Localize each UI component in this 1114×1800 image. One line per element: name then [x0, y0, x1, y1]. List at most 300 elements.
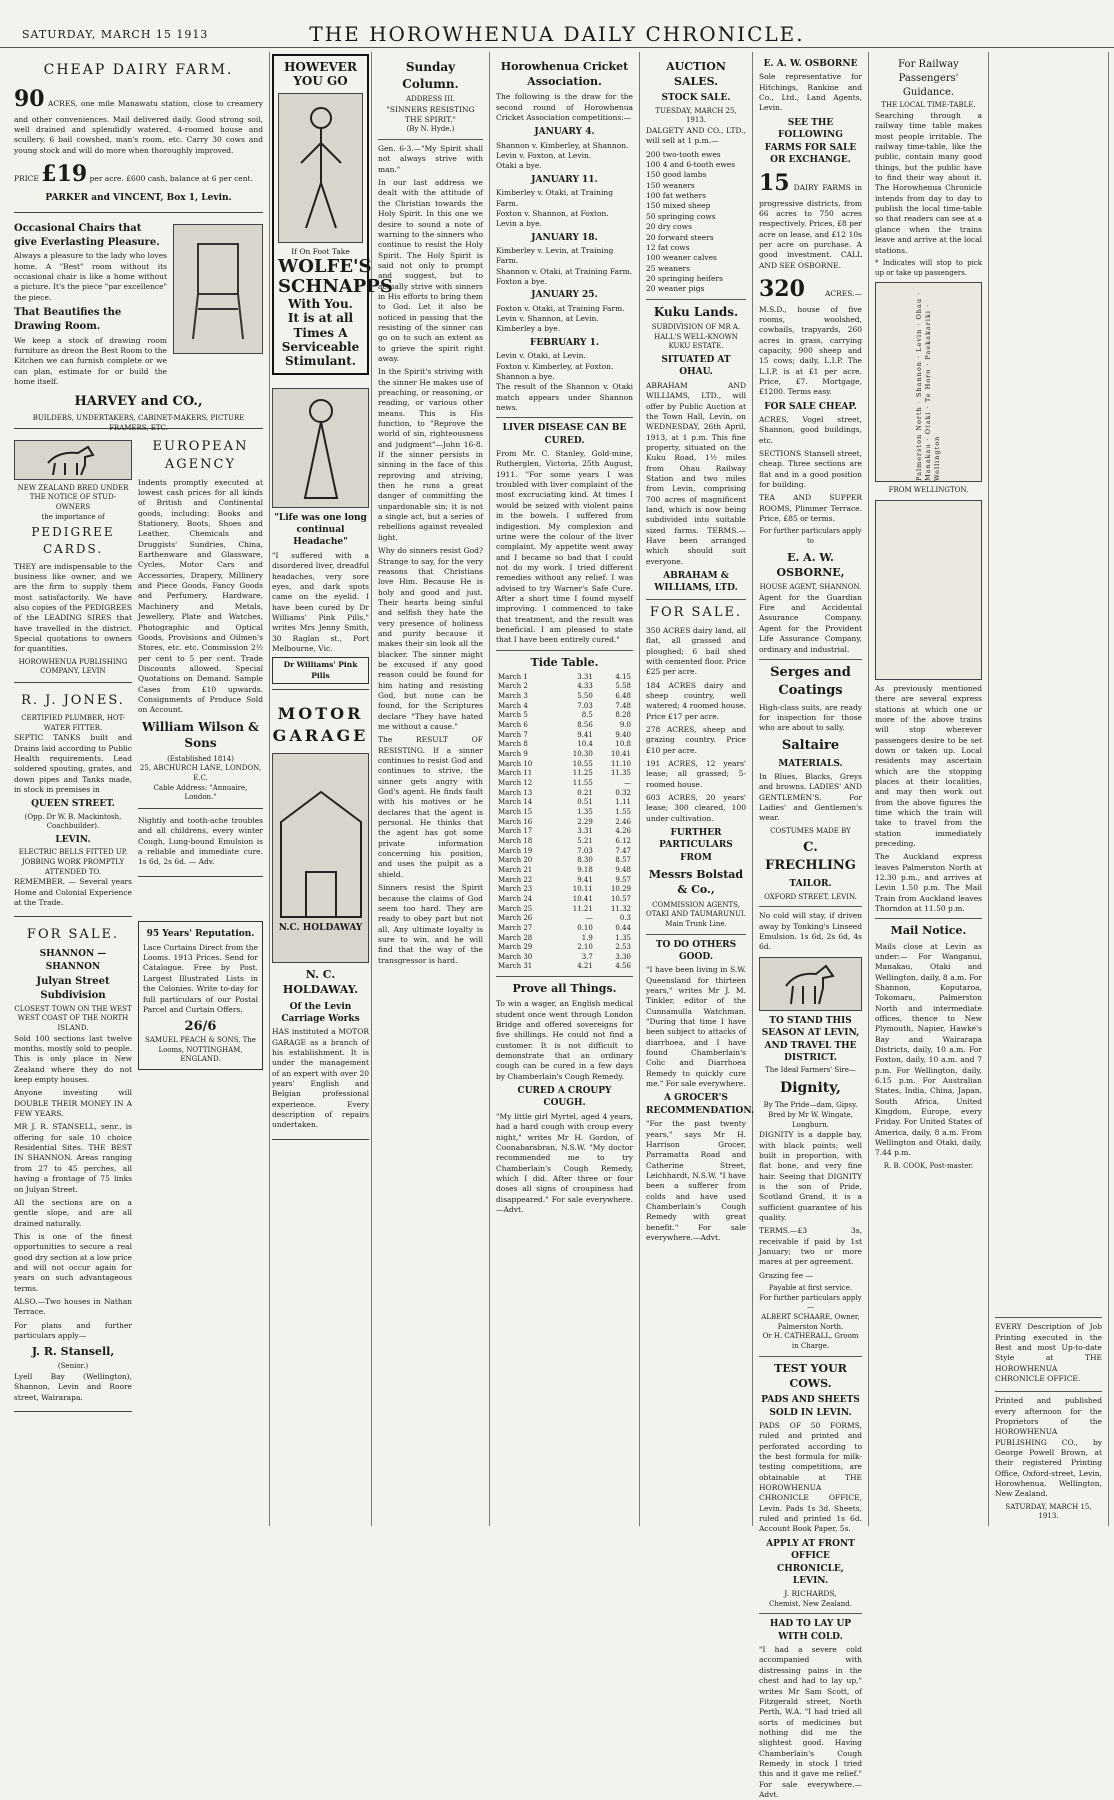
todo-body: "I have been living in S.W. Queensland for thirteen years," writes Mr J. M. Tinkler, editor of the Cunnamulla Watchman. "During that time I have been subject to attacks of diarrhoea, and I have found Chamberlain's Colic and Diarrhoea Remedy to quickly cure me." For sale everywhere. [646, 965, 746, 1089]
auction-lot: 150 weaners [646, 180, 695, 190]
tide-cell: 9.40 [615, 730, 631, 739]
curtains-tail: SAMUEL PEACH & SONS, The Looms, NOTTINGHAM, ENGLAND. [145, 1036, 256, 1064]
column-8 [989, 52, 1109, 1526]
cold-body: No cold will stay, if driven away by Tonking's Linseed Emulsion. 1s 6d, 2s 6d, 4s 6d. [759, 911, 862, 952]
tide-cell: March 21 [498, 865, 533, 874]
sunday-p2: In our last address we dealt with the attitude of the Christian towards the Holy Spirit. In this one we desire to sound a note of warning to the sinners who continue to resist the Holy Spirit. The Holy Spirit is said not only to prompt and suggest, but to actually strive with sinners in His efforts to bring them to God. Let it also be noticed in passing that the resisting of the sinner can go on to such an extent as to grieve the spirit right away. [378, 178, 483, 363]
chair-illustration [173, 224, 263, 354]
tide-row [496, 769, 633, 779]
farm2-num: 320 [759, 276, 805, 303]
tide-cell: March 23 [498, 885, 533, 894]
auction-lot: 150 mixed sheep [646, 201, 711, 211]
sunday-byline: (By N. Hyde.) [406, 125, 455, 134]
auction-lot: 200 two-tooth ewes [646, 149, 721, 159]
ad-emulsion [138, 813, 263, 877]
round-game: Levin a bye. [496, 219, 542, 229]
railway-stations: Palmerston North · Shannon · Levin · Ohau · Manakau · Otaki · Te Horo · Paekakariki · Wellington [915, 292, 941, 482]
tide-cell: 9.57 [615, 875, 631, 884]
wolfe-tag: It is at all Times A Serviceable Stimulant. [281, 311, 360, 369]
chairs-firm: HARVEY and CO., [74, 394, 203, 410]
tide-cell: 1.9 [581, 933, 593, 942]
horse-illustration [14, 440, 132, 480]
sunday-heading: Sunday Column. [402, 60, 459, 91]
tide-heading: Tide Table. [530, 655, 599, 669]
forsale-p3: MR J. R. STANSELL, senr., is offering for sale 10 choice Residential Sites. THE BEST IN SHANNON. Areas ranging from 27 to 45 perches, all having a frontage of 75 links on Julyan Street. [14, 1122, 132, 1194]
tide-cell: 5.21 [577, 836, 593, 845]
tide-row [496, 692, 633, 702]
serges-heading: Serges and Coatings [770, 664, 851, 698]
garage-heading: MOTOR GARAGE [272, 704, 369, 746]
tide-cell: 5.58 [615, 682, 631, 691]
farm1-num: 15 [759, 170, 790, 197]
tide-cell: 7.03 [577, 846, 593, 855]
croupy-heading: CURED A CROUPY COUGH. [517, 1086, 612, 1109]
railway-timetable [875, 282, 982, 482]
sunday-p4: Why do sinners resist God? Strange to say, for the very reasons that Christians love Him. Because He is holy and good and just. Their hearts being sinful and selfish they hate the very presence of holiness and purity because it makes their sin look all the blacker. The sinner might be excused if any good reason could be found for him hating and resisting God, but none can be found, for the Scriptures declare "They have hated me without a cause." [378, 546, 483, 731]
richards-name: J. RICHARDS, [784, 1589, 837, 1599]
forsale-item: 603 ACRES, 20 years' lease; 300 cleared, 100 under cultivation. [646, 792, 746, 823]
masthead [0, 0, 1114, 48]
column-2 [270, 52, 393, 1526]
auction-date: TUESDAY, MARCH 25, 1913. [655, 106, 737, 125]
forsale-p4: All the sections are on a gentle slope, and are all drained naturally. [14, 1197, 132, 1228]
tide-cell: 3.31 [577, 672, 593, 681]
dignity-bred: Bred by Mr W. Wingate, Longburn. [768, 1111, 853, 1129]
tide-cell: March 31 [498, 962, 533, 971]
round-game: Kimberley v. Levin, at Training Farm. [496, 246, 614, 266]
tide-cell: March 26 [498, 914, 533, 923]
sunday-title: "SINNERS RESISTING THE SPIRIT." [386, 104, 475, 125]
pedigree-intro: NEW ZEALAND BRED UNDER THE NOTICE OF STUD-OWNERS [17, 483, 129, 512]
tide-cell: March 30 [498, 952, 533, 961]
tide-row [496, 711, 633, 721]
tide-cell: 10.57 [610, 894, 631, 903]
round-date: JANUARY 18. [531, 232, 598, 243]
column-1 [8, 52, 270, 1526]
dignity-terms: TERMS.—£3 3s, receivable if paid by 1st January; two or more mares at per agreement. [759, 1226, 862, 1267]
auction-lots [646, 150, 746, 295]
forsale-place: SHANNON — SHANNON [39, 949, 107, 972]
forsale-senior: (Senior.) [57, 1362, 89, 1371]
tide-row [496, 885, 633, 895]
wolfe-top: HOWEVER YOU GO [284, 60, 357, 89]
bolstad-street: Main Trunk Line. [665, 919, 727, 928]
kuku-firm: ABRAHAM & WILLIAMS, LTD. [654, 571, 738, 594]
wolfe-with: With You. [288, 296, 353, 311]
european-addr: 25, ABCHURCH LANE, LONDON, E.C. [139, 764, 262, 782]
forsale-sub: Julyan Street Subdivision [36, 976, 110, 1001]
wolfe-name1: WOLFE'S [278, 256, 372, 278]
tide-row [496, 847, 633, 857]
tide-cell: March 14 [498, 798, 533, 807]
auction-lot: 25 weaners [646, 263, 690, 273]
tide-cell: 0.51 [577, 798, 593, 807]
osborne-agents: Agent for the Guardian Fire and Accidental Assurance Company. Agent for the Provident Life Assurance Company, ordinary and industrial. [759, 592, 862, 654]
kuku-heading: Kuku Lands. [653, 304, 739, 319]
tide-cell: 4.15 [615, 672, 631, 681]
column-5 [640, 52, 753, 1526]
garage-sign: N.C. HOLDAWAY [278, 922, 363, 933]
wolfe-illustration [278, 93, 363, 243]
tide-cell: March 22 [498, 875, 533, 884]
tide-row [496, 876, 633, 886]
tide-cell: March 28 [498, 933, 533, 942]
railway-sub: THE LOCAL TIME-TABLE. [881, 101, 976, 110]
osborne-firm-sub: HOUSE AGENT, SHANNON. [759, 583, 862, 592]
headache-brand: Dr Williams' Pink Pills [272, 657, 369, 684]
railway-legend: * Indicates will stop to pick up or take up passengers. [875, 258, 982, 277]
masthead-date: SATURDAY, MARCH 15 1913 [22, 28, 209, 41]
tide-cell: March 12 [498, 779, 533, 788]
tide-cell: 1.35 [577, 807, 593, 816]
round-date: JANUARY 25. [531, 290, 598, 301]
auction-lot: 100 weaner calves [646, 253, 717, 263]
tide-cell: 8.5 [581, 711, 593, 720]
sunday-address: ADDRESS III. [406, 95, 455, 104]
cricket-rounds [496, 126, 633, 382]
tide-row [496, 702, 633, 712]
tide-cell: March 8 [498, 740, 528, 749]
materials-heading: MATERIALS. [778, 758, 843, 769]
stand-heading: TO STAND THIS SEASON AT LEVIN, AND TRAVEL THE DISTRICT. [761, 1015, 860, 1063]
forsale5-items [646, 626, 746, 824]
todo-heading: TO DO OTHERS GOOD. [655, 939, 737, 962]
forsale-item: 350 ACRES dairy land, all flat, all grassed and ploughed; 6 bail shed with cemented floor. Price £25 per acre. [646, 625, 746, 677]
tailor-label: TAILOR. [789, 879, 832, 890]
tide-cell: March 10 [498, 759, 533, 768]
tide-cell: 9.48 [615, 865, 631, 874]
saltaire-heading: Saltaire [781, 737, 840, 753]
tide-cell: 8.30 [577, 856, 593, 865]
dignity-grazing: Grazing fee — [759, 1270, 813, 1280]
pads-body: PADS OF 50 FORMS, ruled and printed and perforated according to the best formula for milk-testing competitions, are obtainable at THE HOROWHENUA CHRONICLE OFFICE, Levin. Pads 1s 3d. Sheets, ruled and printed 1s 6d. Account Book Paper, 5s. [759, 1420, 862, 1534]
chair-icon [183, 234, 253, 344]
croupy-body: "My little girl Myrtel, aged 4 years, had a hard cough with croup every night," writes Mr H. Gordon, of Coonabarabran, N.S.W. "My doctor recommended me to try Chamberlain's Cough Remedy, which I did. After three or four doses all signs of croupiness had disappeared." For sale everywhere.—Advt. [496, 1111, 633, 1214]
mail-heading: Mail Notice. [890, 924, 967, 938]
dairy-acres: 90 [14, 86, 45, 113]
forsale-heading: FOR SALE. [26, 927, 120, 943]
auction-lot: 12 fat cows [646, 242, 690, 252]
tide-row [496, 789, 633, 799]
cows-heading: TEST YOUR COWS. [774, 1361, 847, 1390]
tide-cell: March 18 [498, 836, 533, 845]
curtains-body: Lace Curtains Direct from the Looms. 1913 Prices. Send for Catalogue. Free by Post. Largest Illustrated Lists in the Colonies. Write to-day for full particulars of our Postal Parcel and Curtain Offers. [143, 942, 258, 1014]
ad-wolfes-schnapps [272, 54, 393, 375]
tide-row [496, 837, 633, 847]
pads-heading: PADS AND SHEETS SOLD IN LEVIN. [761, 1395, 860, 1418]
mail-body: Mails close at Levin as under:— For Wanganui, Manakau, Otaki and Wellington, daily, 8 a.m. For Shannon, Koputaroa, Tokomaru, Palmerston North and intermediate offices, thence to New Plymouth, Napier, Hawke's Bay and Wairarapa Districts, daily, 10 a.m. For Foxton, daily, 10 a.m. and 7 p.m. For Wellington, daily, 6.15 p.m. For Australian States, India, China, Japan, South Africa, United Kingdom, Europe, every Friday. For United States of America, daily, 8 a.m. From Wellington and Otaki, daily, 7.44 p.m. [875, 941, 982, 1158]
chairs-body2: We keep a stock of drawing room furniture as dreon the Best Room to the Kitchen we can furnish complete or we can plan, estimate for or build the home itself. [14, 335, 167, 387]
european-body: Indents promptly executed at lowest cash prices for all kinds of British and Continental goods, including: Books and Stationery, Boots, Shoes and Leather, Chemicals and Druggists' Sundries, China, Earthenware and Glassware, Cycles, Motor Cars and Accessories, Drapery, Millinery and Piece Goods, Fancy Goods and Perfumery, Hardware, Machinery and Metals, Jewellery, Plate and Watches, Photographic and Optical Goods, Provisions and Oilmen's Stores, etc. etc. Commission 2½ per cent to 5 per cent. Trade Discounts allowed. Special Quotations on Demand. Sample Cases from £10 upwards. Consignments of Produce Sold on Account. [138, 477, 263, 715]
round-game: Otaki a bye. [496, 161, 542, 171]
farm2-body: ACRES.—M.S.D., house of five rooms, woolshed, cowbails, trapyards, 260 acres in grass, carrying capacity, 900 sheep and 15 cows; daily, L.I.P. The L.I.P. is at £1 per acre. Price, £7. Mortgage, £1200. Terms easy. [759, 289, 862, 397]
jones-levin: LEVIN. [55, 834, 91, 845]
dignity-partic: For further particulars apply— [759, 1293, 862, 1312]
pads-apply: APPLY AT FRONT OFFICE CHRONICLE, LEVIN. [766, 1538, 855, 1586]
tide-cell: 10.55 [572, 759, 593, 768]
chairs-body: Always a pleasure to the lady who loves home. A "Best" room without its occasional chair is like a home without a picture. It's the piece "par excellence" the piece. [14, 251, 167, 302]
tide-cell: 7.47 [615, 846, 631, 855]
ad-pedigree-cards [14, 433, 132, 683]
wolfe-name2: SCHNAPPS [278, 275, 393, 297]
materials-body: In Blues, Blacks, Greys and browns. LADIES' AND GENTLEMEN'S. For Ladies' and Gentlemen's wear. [759, 772, 862, 823]
tide-cell: March 16 [498, 817, 533, 826]
auction-lot: 150 good lambs [646, 170, 707, 180]
horse-icon [43, 443, 103, 477]
dairy-price: £19 [41, 161, 88, 188]
tide-row [496, 818, 633, 828]
dignity-owner: ALBERT SCHAARE, Owner, Palmerston North. [761, 1313, 860, 1331]
tide-cell: March 5 [498, 711, 528, 720]
jones-opp: (Opp. Dr W. B. Mackintosh, Coachbuilder). [24, 812, 122, 831]
tide-row [496, 740, 633, 750]
woman-icon [291, 393, 351, 503]
tide-cell: 7.48 [615, 701, 631, 710]
tide-cell: 3.7 [581, 952, 593, 961]
tide-cell: 10.41 [610, 750, 631, 759]
forsale-p1: Sold 100 sections last twelve months, mostly sold to people. This is only place in New Zealand where they do not keep empty houses. [14, 1033, 132, 1085]
bolstad-firm: Messrs Bolstad & Co., [648, 868, 744, 897]
tide-row [496, 943, 633, 953]
tide-cell: March 15 [498, 807, 533, 816]
tide-cell: 6.48 [615, 692, 631, 701]
tide-cell: 10.29 [610, 885, 631, 894]
auction-intro: DALGETY AND CO., LTD., will sell at 1 p.m.— [646, 126, 746, 146]
jones-street: QUEEN STREET. [31, 799, 115, 810]
tide-row [496, 895, 633, 905]
forsale-item: 184 ACRES dairy and sheep country, well watered; 4 roomed house. Price £17 per acre. [646, 680, 746, 721]
tide-row [496, 924, 633, 934]
jones-body: SEPTIC TANKS built and Drains laid according to Public Health requirements. Lead soldered spouting, grates, and down pipes and Tanks made, in stock in premises in [14, 733, 132, 794]
sunday-p5: The RESULT OF RESISTING. If a sinner continues to resist God and continues to strive, the sinner gets angry with God's agent. He finds fault with his motives or he declares that the agent is personal. He thinks that the agent has got some private information concerning his position, and uses the pulpit as a shield. [378, 735, 483, 879]
liver-body: From Mr. C. Stanley, Gold-mine, Rutherglen, Victoria, 25th August, 1911. "For some years I was troubled with liver complaint of the most excruciating kind. At times I would be seized with violent pains in the bowels. I suffered from indigestion. My complexion and urine were the colour of the liver complaint. My appetite went away and I became so bad that I could not do my work. I tried different remedies without any relief. I was advised to try Warner's Safe Cure. After a short time I found myself improving. I commenced to take that treatment, and the result was beneficial. I am pleased to state that I have been entirely cured." [496, 449, 633, 645]
tide-cell: 11.35 [610, 769, 631, 778]
imprint-date: SATURDAY, MARCH 15, 1913. [1005, 1502, 1092, 1521]
railway-body: Searching through a railway time table makes most people irritable. The railway time-table, like the public, contain many good things, but the public have to find their way about it. The Horowhenua Chronicle intends from day to day to publish the local time-table so that readers can see at a glance when the trains leave and arrive at the local stations. [875, 111, 982, 255]
stallion-illustration [759, 957, 862, 1011]
tide-cell: 8.28 [615, 711, 631, 720]
headache-body: "I suffered with a disordered liver, dreadful headaches, very sore eyes, and dark spots came on the eyelid. I have been cured by Dr Williams' Pink Pills," writes Mrs Jenny Smith, 30 Raglan st., Port Melbourne, Vic. [272, 550, 369, 653]
pedigree-body: THEY are indispensable to the business like owner, and we are the firm to supply them most satisfactorily. We have also copies of the PEDIGREES of the LEADING SIRES that have travelled in the district. Special quotations to owners for quantities. [14, 561, 132, 654]
sunday-p3: In the Spirit's striving with the sinner He makes use of preaching, or reasoning, or reading, or various other means. This is His function, to "Reprove the world of sin, righteousness and judgment"—John 16-8. If the sinner persists in sinning in the face of this reproving and striving, then he runs a great danger of committing the unpardonable sin; it is not a single act, but a series of rebellions against revealed light. [378, 367, 483, 542]
railway-from-wellington: FROM WELLINGTON. [888, 486, 969, 495]
tailor-street: OXFORD STREET, LEVIN. [764, 892, 857, 901]
tide-row [496, 856, 633, 866]
garage-firm: N. C. HOLDAWAY. [282, 968, 359, 997]
tide-cell: March 9 [498, 750, 528, 759]
tide-cell: 5.50 [577, 692, 593, 701]
tide-cell: 1.11 [615, 798, 631, 807]
tide-cell: March 13 [498, 788, 533, 797]
osborne-name: E. A. W. OSBORNE [763, 59, 858, 69]
dignity-by: By The Pride—dam, Gipsy. [763, 1101, 858, 1110]
tide-cell: 9.41 [577, 875, 593, 884]
tide-cell: March 17 [498, 827, 533, 836]
ad-lace-curtains [138, 921, 263, 1070]
railway-heading: For Railway Passengers' Guidance. [898, 59, 959, 98]
tide-row [496, 731, 633, 741]
curtains-price: 26/6 [184, 1019, 217, 1035]
round-date: FEBRUARY 1. [529, 337, 600, 348]
ad-european-agency [138, 433, 263, 809]
osborne-sub: Sole representative for Hitchings, Rankine and Co., Ltd., Land Agents, Levin. [759, 72, 862, 113]
dignity-payable: Payable at first service. [768, 1284, 853, 1293]
postmaster: R. B. COOK, Post-master. [883, 1161, 974, 1170]
tide-cell: March 25 [498, 904, 533, 913]
grocer-heading: A GROCER'S RECOMMENDATION. [646, 1093, 755, 1116]
dairy-heading: CHEAP DAIRY FARM. [43, 62, 234, 78]
osborne-apply: For further particulars apply to [759, 527, 862, 546]
tide-cell: March 24 [498, 894, 533, 903]
tide-row [496, 914, 633, 924]
imprint: Printed and published every afternoon for the Proprietors of the HOROWHENUA PUBLISHING CO., by George Powell Brown, at their registered Printing Office, Oxford-street, Levin, Horowhenua, Wellington, New Zealand. [995, 1396, 1102, 1499]
tide-cell: 4.21 [577, 962, 593, 971]
sire-label: The Ideal Farmers' Sire— [765, 1066, 856, 1075]
forsale-p5: This is one of the finest opportunities to secure a real good dry section at a low price and will not occur again for years on such advantageous terms. [14, 1231, 132, 1293]
job-printing: EVERY Description of Job Printing executed in the Best and most Up-to-date Style at THE HOROWHENUA CHRONICLE OFFICE. [995, 1322, 1102, 1383]
round-game: Foxton v. Kimberley, at Foxton. [496, 361, 614, 371]
european-est: (Established 1814) [167, 754, 234, 763]
tide-cell: 10.8 [615, 740, 631, 749]
richards-sub: Chemist, New Zealand. [768, 1599, 853, 1608]
forsale-item: 191 ACRES, 12 years' lease; all grassed; 5-roomed house. [646, 758, 746, 789]
tide-cell: 11.10 [610, 759, 631, 768]
osborne-item3: SECTIONS Stansell street, cheap. Three sections are flat and in a good position for building. [759, 449, 862, 490]
dairy-body: ACRES, one mile Manawatu station, close to creamery and other conveniences. Mail delivered daily. Good strong soil, well drained and splendidly watered. 4-roomed house and scullery. 6 bail cowshed, man's room, etc. Carry 30 cows and young stock and will do more when thoroughly improved. [14, 99, 264, 155]
auction-stock: STOCK SALE. [661, 93, 731, 104]
dairy-price-tail: per acre. £600 cash, balance at 6 per cent. [89, 174, 253, 184]
jones-remember: REMEMBER. — Several years Home and Colonial Experience at the Trade. [14, 877, 132, 908]
column-3 [372, 52, 490, 1526]
round-game: Foxton v. Otaki, at Training Farm. [496, 303, 625, 313]
tide-cell: 1.35 [615, 933, 631, 942]
tide-cell: 10.4 [577, 740, 593, 749]
tide-cell: 4.26 [615, 827, 631, 836]
tide-cell: March 7 [498, 730, 528, 739]
prove-heading: Prove all Things. [512, 982, 617, 996]
further-heading: FURTHER PARTICULARS FROM [659, 828, 733, 863]
forsale-p2: Anyone investing will DOUBLE THEIR MONEY IN A FEW YEARS. [14, 1088, 132, 1119]
layup-heading: HAD TO LAY UP WITH COLD. [769, 1619, 852, 1642]
garage-body: HAS instituted a MOTOR GARAGE as a branch of his establishment. It is under the management of an expert with over 20 years' English and Belgian professional experience. Every description of repairs undertaken. [272, 1027, 369, 1130]
dignity-name: Dignity, [780, 1080, 841, 1097]
ad-motor-garage [272, 694, 369, 1140]
chairs-sub: That Beautifies the Drawing Room. [14, 307, 122, 332]
forsale-p7: For plans and further particulars apply— [14, 1320, 132, 1340]
emulsion-body: Nightly and tooth-ache troubles and all childrens, every winter Cough, Lung-bound Emulsion is a reliable and immediate cure. 1s 6d, 2s 6d. — Adv. [138, 815, 263, 867]
headache-quote: "Life was one long continual Headache" [274, 512, 367, 548]
tide-row [496, 953, 633, 963]
tide-cell: 9.0 [619, 721, 631, 730]
round-game: Foxton a bye. [496, 277, 547, 287]
tide-cell: 10.11 [572, 885, 593, 894]
dignity-groom: Or H. CATHERALL, Groom in Charge. [762, 1332, 859, 1351]
tide-cell: 3.31 [577, 827, 593, 836]
european-cable: Cable Address: "Annuaire, London." [153, 783, 248, 802]
woman-illustration [272, 388, 369, 508]
tide-cell: March 3 [498, 692, 528, 701]
garage-sub: Of the Levin Carriage Works [281, 1001, 360, 1024]
forsale-cheap: FOR SALE CHEAP. [764, 401, 857, 412]
auction-heading: AUCTION SALES. [666, 60, 726, 89]
frechling-name: C. FRECHLING [765, 840, 856, 874]
tide-table [496, 673, 633, 972]
auction-lot: 100 4 and 6-tooth ewes [646, 160, 736, 170]
european-firm: William Wilson & Sons [141, 719, 260, 751]
kuku-sub: SUBDIVISION OF MR A. HALL'S WELL-KNOWN KUKU ESTATE. [651, 323, 741, 351]
tide-cell: 0.32 [615, 788, 631, 797]
round-game: Foxton v. Shannon, at Foxton. [496, 208, 609, 218]
tide-cell: 10.41 [572, 894, 593, 903]
curtains-heading: 95 Years' Reputation. [146, 929, 255, 940]
traveller-icon [286, 98, 356, 238]
tide-row [496, 905, 633, 915]
osborne-tea: TEA AND SUPPER ROOMS, Plimmer Terrace. Price, £85 or terms. [759, 493, 862, 524]
tide-cell: 8.56 [577, 721, 593, 730]
tide-cell: 2.53 [615, 943, 631, 952]
railway-summary: As previously mentioned there are several express stations at which one or more of the above trains will stop wherever passengers desire to be set down or taken up. Local residents may ascertain which are the stopping places at their localities, and may then work out from the above figures the time which the train will take to travel from the station immediately preceding. [875, 683, 982, 848]
tide-row [496, 866, 633, 876]
tide-row [496, 779, 633, 789]
tide-cell: — [585, 914, 593, 923]
round-game: Shannon v. Kimberley, at Shannon. [496, 140, 629, 150]
liver-heading: LIVER DISEASE CAN BE CURED. [502, 423, 627, 446]
ad-for-sale-shannon [14, 921, 132, 1412]
railway-timetable-2 [875, 500, 982, 680]
sunday-p1: Gen. 6-3.—"My Spirit shall not always strive with man." [378, 144, 483, 174]
tide-cell: 0.21 [577, 788, 593, 797]
auction-lot: 50 springing cows [646, 211, 716, 221]
round-game: Levin v. Foxton, at Levin. [496, 151, 592, 161]
tide-cell: 2.46 [615, 817, 631, 826]
tide-cell: 10.30 [572, 750, 593, 759]
tide-cell: March 1 [498, 672, 528, 681]
forsale-firm: J. R. Stansell, [31, 1345, 115, 1359]
tide-cell: 1.55 [615, 807, 631, 816]
round-game: Shannon a bye. [496, 371, 555, 381]
forsale-p6: ALSO.—Two houses in Nathan Terrace. [14, 1296, 132, 1317]
ad-jones [14, 687, 132, 917]
tide-cell: 9.41 [577, 730, 593, 739]
sunday-p6: Sinners resist the Spirit because the claims of God seem too hard. They are ready to obey part but not all. Any ultimate loyalty is sure to win, and he will find that the way of the transgressor is hard. [378, 883, 483, 965]
tide-cell: — [624, 779, 631, 788]
tide-cell: 4.56 [615, 962, 631, 971]
ad-cheap-dairy-farm [14, 56, 263, 213]
auction-lot: 20 weaner pigs [646, 284, 705, 294]
tide-row [496, 721, 633, 731]
ad-headache [272, 381, 369, 690]
round-date: JANUARY 11. [531, 174, 598, 185]
tide-row [496, 760, 633, 770]
tide-cell: March 19 [498, 846, 533, 855]
tide-cell: 0.10 [577, 923, 593, 932]
chairs-heading: Occasional Chairs that give Everlasting Pleasure. [14, 222, 160, 248]
costume-label: COSTUMES MADE BY [770, 826, 851, 835]
tide-cell: 11.21 [572, 904, 593, 913]
kuku-body: ABRAHAM AND WILLIAMS, LTD., will offer by Public Auction at the Town Hall, Levin, on WEDNESDAY, 26th April, 1913, at 1 p.m. This fine property, situated on the Kuku Road, 1½ miles from Ohau Railway Station and two miles from Levin, comprising 700 acres of magnificent land, which is now being subdivided into suitable sized farms. TERMS.—Have been arranged which should suit everyone. [646, 380, 746, 566]
prove-body: To win a wager, an English medical student once went through London Bridge and offered sovereigns for five shillings. He could not find a customer. It is not difficult to demonstrate that an ordinary cough can be cured in a few days by Chamberlain's Cough Remedy. [496, 999, 633, 1081]
cricket-result: The result of the Shannon v. Otaki match appears under Shannon news. [496, 382, 633, 412]
dairy-price-label: PRICE [14, 174, 39, 184]
tide-cell: March 20 [498, 856, 533, 865]
cricket-intro: The following is the draw for the second round of Horowhenua Cricket Association competitions:— [496, 92, 633, 123]
cricket-heading: Horowhenua Cricket Association. [500, 60, 629, 89]
auction-lot: 100 fat wethers [646, 191, 706, 201]
tide-cell: March 6 [498, 721, 528, 730]
tide-cell: March 27 [498, 923, 533, 932]
round-game: Levin v. Otaki, at Levin. [496, 351, 586, 361]
tide-cell: March 4 [498, 701, 528, 710]
